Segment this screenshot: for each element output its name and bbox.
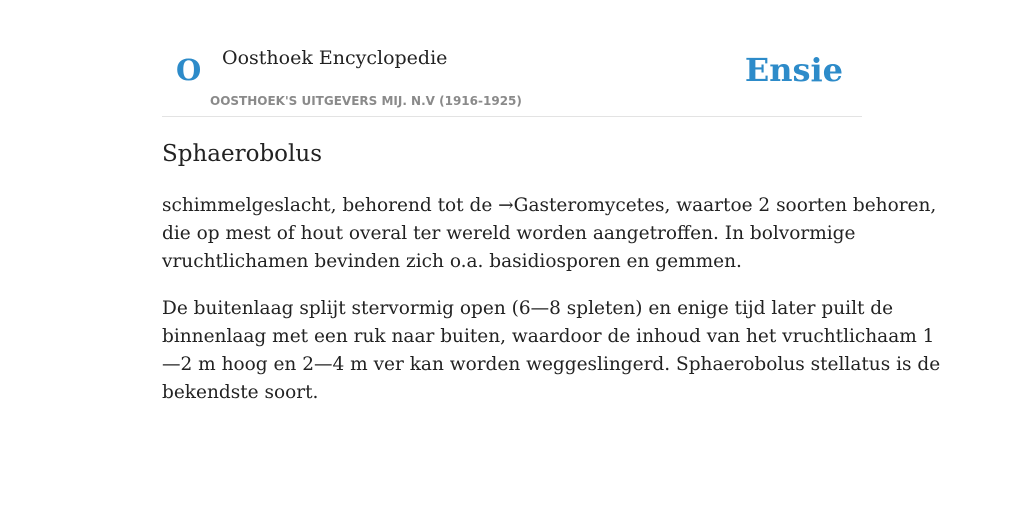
publisher-label: OOSTHOEK'S UITGEVERS MIJ. N.V (1916-1925) <box>210 94 522 108</box>
article-title: Sphaerobolus <box>162 141 323 167</box>
article-paragraph <box>162 295 941 407</box>
letter-badge[interactable]: O <box>176 53 202 87</box>
site-header <box>162 0 862 117</box>
paragraph-line: —2 m hoog en 2—4 m ver kan worden weggeslingerd. Sphaerobolus stellatus is de <box>162 354 941 375</box>
paragraph-line: vruchtlichamen bevinden zich o.a. basidiosporen en gemmen. <box>162 251 742 272</box>
paragraph-line: die op mest of hout overal ter wereld worden aangetroffen. In bolvormige <box>162 223 856 244</box>
paragraph-line: binnenlaag met een ruk naar buiten, waardoor de inhoud van het vruchtlichaam 1 <box>162 326 935 347</box>
paragraph-line: bekendste soort. <box>162 382 319 403</box>
paragraph-line: schimmelgeslacht, behorend tot de →Gasteromycetes, waartoe 2 soorten behoren, <box>162 195 937 216</box>
article-paragraph <box>162 192 937 276</box>
paragraph-line: De buitenlaag splijt stervormig open (6—8 spleten) en enige tijd later puilt de <box>162 298 894 319</box>
article-container <box>162 0 941 403</box>
ensie-logo-link[interactable]: Ensie <box>744 51 843 89</box>
encyclopedia-name-link[interactable]: Oosthoek Encyclopedie <box>222 47 448 69</box>
